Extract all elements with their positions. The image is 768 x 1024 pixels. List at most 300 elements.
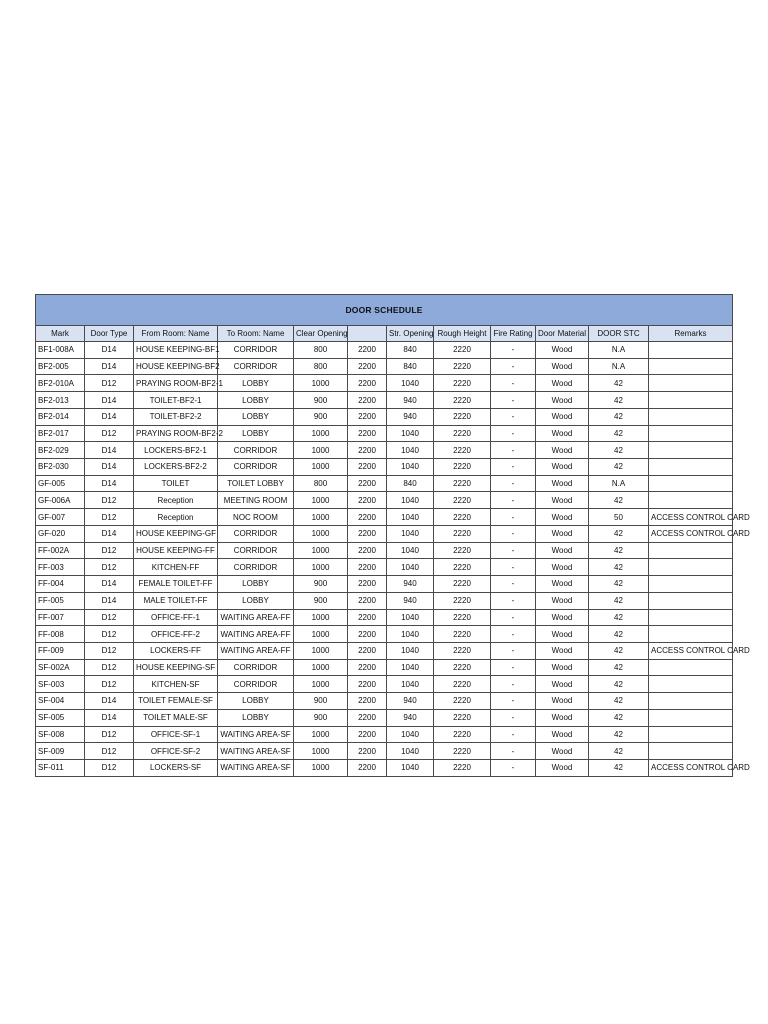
table-cell: - [491,709,536,726]
table-cell: - [491,676,536,693]
table-cell: GF-006A [36,492,85,509]
column-header: Rough Height [434,326,491,342]
table-cell [649,559,733,576]
table-cell [649,358,733,375]
table-cell [649,408,733,425]
table-cell: 42 [589,709,649,726]
table-cell: OFFICE-SF-2 [134,743,218,760]
table-cell: GF-007 [36,509,85,526]
table-cell: D12 [85,542,134,559]
column-header: Door Type [85,326,134,342]
table-cell: Wood [536,726,589,743]
table-cell: 2220 [434,642,491,659]
table-cell: Wood [536,576,589,593]
table-row [36,576,733,593]
table-row [36,408,733,425]
table-row [36,542,733,559]
table-cell: SF-003 [36,676,85,693]
table-row [36,642,733,659]
table-cell [649,693,733,710]
table-cell: - [491,726,536,743]
table-cell [649,709,733,726]
table-cell: 2220 [434,509,491,526]
table-cell: 2220 [434,425,491,442]
table-cell: - [491,542,536,559]
table-cell: 1000 [294,509,348,526]
table-cell: FF-008 [36,626,85,643]
table-cell: D14 [85,693,134,710]
table-cell: HOUSE KEEPING-SF [134,659,218,676]
table-cell [649,609,733,626]
table-cell: - [491,592,536,609]
table-cell: SF-004 [36,693,85,710]
table-cell: D12 [85,743,134,760]
table-cell: BF2-005 [36,358,85,375]
table-cell: 2200 [348,642,387,659]
table-cell: 42 [589,642,649,659]
table-cell: LOCKERS-SF [134,759,218,776]
table-cell: 800 [294,342,348,359]
table-cell: 1000 [294,442,348,459]
table-cell: WAITING AREA-FF [218,609,294,626]
table-cell: 42 [589,676,649,693]
table-cell: - [491,559,536,576]
table-cell: - [491,609,536,626]
table-cell: - [491,392,536,409]
table-cell [649,659,733,676]
column-header [348,326,387,342]
table-cell: 1040 [387,759,434,776]
table-cell: 2200 [348,542,387,559]
table-row [36,693,733,710]
table-cell [649,425,733,442]
table-cell: FF-002A [36,542,85,559]
table-cell [649,676,733,693]
table-cell: 2200 [348,626,387,643]
table-cell: LOBBY [218,576,294,593]
table-cell: 840 [387,358,434,375]
table-cell: Wood [536,693,589,710]
table-row [36,709,733,726]
table-cell: 1040 [387,743,434,760]
table-cell: GF-020 [36,525,85,542]
table-row [36,492,733,509]
table-cell: ACCESS CONTROL CARD [649,642,733,659]
table-cell: 2220 [434,375,491,392]
table-cell: 2220 [434,525,491,542]
table-cell: 42 [589,492,649,509]
table-cell: 1000 [294,743,348,760]
table-cell: Wood [536,626,589,643]
table-cell: 2200 [348,726,387,743]
table-cell: ACCESS CONTROL CARD [649,759,733,776]
table-cell [649,592,733,609]
table-cell: 42 [589,425,649,442]
table-cell: Wood [536,709,589,726]
column-header: Remarks [649,326,733,342]
table-cell: D14 [85,442,134,459]
column-header: Clear Opening [294,326,348,342]
table-cell: 2200 [348,392,387,409]
table-row [36,425,733,442]
table-cell: 42 [589,442,649,459]
table-cell: 42 [589,576,649,593]
table-cell: HOUSE KEEPING-GF [134,525,218,542]
table-cell: Wood [536,408,589,425]
table-row [36,759,733,776]
table-cell: - [491,358,536,375]
table-cell: - [491,626,536,643]
table-cell: FF-005 [36,592,85,609]
table-cell: 2220 [434,626,491,643]
table-cell: 1000 [294,626,348,643]
table-cell: FEMALE TOILET-FF [134,576,218,593]
table-row [36,375,733,392]
table-cell: HOUSE KEEPING-BF1 [134,342,218,359]
table-cell: Wood [536,392,589,409]
table-cell: 2200 [348,609,387,626]
table-cell: LOCKERS-BF2-2 [134,459,218,476]
table-cell: N.A [589,475,649,492]
table-cell: TOILET MALE-SF [134,709,218,726]
table-cell: - [491,576,536,593]
table-cell: NOC ROOM [218,509,294,526]
table-cell: 2220 [434,676,491,693]
table-cell: Wood [536,559,589,576]
table-cell: PRAYING ROOM-BF2-1 [134,375,218,392]
table-cell: 2200 [348,342,387,359]
table-cell: MALE TOILET-FF [134,592,218,609]
table-cell: D14 [85,342,134,359]
table-cell: CORRIDOR [218,559,294,576]
table-cell: D12 [85,492,134,509]
table-cell: WAITING AREA-SF [218,726,294,743]
table-cell: SF-008 [36,726,85,743]
table-cell: 1040 [387,609,434,626]
table-cell: 2200 [348,559,387,576]
table-cell: 2200 [348,358,387,375]
table-cell: 940 [387,709,434,726]
table-cell: - [491,509,536,526]
table-cell: D14 [85,358,134,375]
table-cell: FF-003 [36,559,85,576]
table-cell: 2220 [434,459,491,476]
table-cell: 1000 [294,492,348,509]
table-cell: BF1-008A [36,342,85,359]
table-cell: 840 [387,475,434,492]
table-cell: TOILET [134,475,218,492]
table-cell: 1000 [294,659,348,676]
table-cell: FF-004 [36,576,85,593]
table-cell: N.A [589,342,649,359]
table-row [36,609,733,626]
table-cell: 2220 [434,342,491,359]
table-cell [649,459,733,476]
table-cell: 940 [387,392,434,409]
table-cell: - [491,759,536,776]
table-cell: 42 [589,542,649,559]
table-cell: - [491,642,536,659]
table-cell: N.A [589,358,649,375]
table-cell: Wood [536,542,589,559]
table-cell: D12 [85,726,134,743]
table-cell: D14 [85,392,134,409]
table-cell: D14 [85,475,134,492]
table-cell: 42 [589,743,649,760]
table-cell: CORRIDOR [218,676,294,693]
table-cell: - [491,525,536,542]
table-cell: 2200 [348,425,387,442]
table-row [36,342,733,359]
table-cell: 2220 [434,592,491,609]
table-row [36,358,733,375]
table-cell: OFFICE-FF-2 [134,626,218,643]
table-cell: 1040 [387,726,434,743]
table-row [36,475,733,492]
table-row [36,525,733,542]
table-cell: 2200 [348,743,387,760]
table-cell: BF2-029 [36,442,85,459]
table-cell: 940 [387,693,434,710]
table-cell: BF2-010A [36,375,85,392]
table-cell: 2220 [434,358,491,375]
table-cell: LOBBY [218,392,294,409]
table-cell: 940 [387,592,434,609]
table-row [36,592,733,609]
table-cell: BF2-030 [36,459,85,476]
table-cell: Wood [536,759,589,776]
table-cell: PRAYING ROOM-BF2-2 [134,425,218,442]
table-cell: D14 [85,459,134,476]
table-cell: 800 [294,475,348,492]
table-row [36,659,733,676]
table-cell: 2200 [348,475,387,492]
table-cell: - [491,425,536,442]
table-cell: 42 [589,626,649,643]
table-cell: 900 [294,408,348,425]
table-cell: D14 [85,592,134,609]
table-cell: Wood [536,609,589,626]
table-cell: CORRIDOR [218,442,294,459]
table-cell: 2200 [348,659,387,676]
table-row [36,676,733,693]
table-cell: CORRIDOR [218,525,294,542]
table-cell: GF-005 [36,475,85,492]
table-cell: WAITING AREA-FF [218,642,294,659]
door-schedule-table [35,294,750,777]
table-cell: 1000 [294,642,348,659]
table-cell: 42 [589,459,649,476]
table-cell: 900 [294,576,348,593]
table-cell: Wood [536,442,589,459]
table-cell: - [491,459,536,476]
table-cell: LOBBY [218,709,294,726]
table-row [36,392,733,409]
table-cell: 2220 [434,709,491,726]
table-cell [649,342,733,359]
table-cell: 940 [387,576,434,593]
table-row [36,743,733,760]
table-cell: KITCHEN-FF [134,559,218,576]
table-cell: D12 [85,375,134,392]
table-cell: LOBBY [218,375,294,392]
table-cell: - [491,659,536,676]
table-cell: Wood [536,375,589,392]
table-cell: 2200 [348,759,387,776]
table-cell: BF2-013 [36,392,85,409]
table-cell: 2200 [348,676,387,693]
column-header: Str. Opening [387,326,434,342]
column-header: DOOR STC [589,326,649,342]
table-cell: - [491,743,536,760]
table-row [36,559,733,576]
table-cell: - [491,492,536,509]
table-cell: Wood [536,509,589,526]
table-cell: 2220 [434,392,491,409]
column-header-row [36,326,733,342]
table-cell: BF2-017 [36,425,85,442]
table-cell: 2200 [348,525,387,542]
table-cell [649,492,733,509]
table-cell: CORRIDOR [218,342,294,359]
column-header: To Room: Name [218,326,294,342]
table-cell: 1040 [387,509,434,526]
table-cell: HOUSE KEEPING-BF2 [134,358,218,375]
table-cell: WAITING AREA-FF [218,626,294,643]
table-cell: 1040 [387,676,434,693]
table-row [36,442,733,459]
table-cell: 1000 [294,559,348,576]
table-cell: OFFICE-SF-1 [134,726,218,743]
table-cell: - [491,342,536,359]
table-cell: Wood [536,425,589,442]
table-cell: LOBBY [218,693,294,710]
table-cell: 1000 [294,759,348,776]
table-cell: D12 [85,609,134,626]
table-cell: 1000 [294,676,348,693]
table-cell: 2200 [348,442,387,459]
table-cell: 2220 [434,726,491,743]
table-cell: 1000 [294,542,348,559]
table-cell: Wood [536,676,589,693]
table-cell: Wood [536,342,589,359]
table-cell: 42 [589,408,649,425]
table-cell: 1000 [294,425,348,442]
table-cell: 1040 [387,459,434,476]
table-cell: CORRIDOR [218,358,294,375]
table-cell: CORRIDOR [218,542,294,559]
table-cell: 2220 [434,576,491,593]
table-cell: 1040 [387,492,434,509]
table-cell: 2200 [348,709,387,726]
table-cell: 1040 [387,442,434,459]
table-cell: D12 [85,509,134,526]
table-cell: Wood [536,475,589,492]
table-cell: Reception [134,492,218,509]
table-cell: D14 [85,709,134,726]
table-cell [649,743,733,760]
table-cell [649,375,733,392]
table-cell [649,726,733,743]
table-row [36,726,733,743]
table-cell: CORRIDOR [218,459,294,476]
table-cell: 50 [589,509,649,526]
table-cell: WAITING AREA-SF [218,759,294,776]
table-cell [649,576,733,593]
table-cell: D14 [85,408,134,425]
table-cell: 1000 [294,459,348,476]
table-cell: 2220 [434,542,491,559]
table-cell: Wood [536,492,589,509]
table-cell: SF-011 [36,759,85,776]
table-cell: 42 [589,693,649,710]
table-cell: LOBBY [218,408,294,425]
table-cell: 1000 [294,726,348,743]
table-cell [649,442,733,459]
table-cell: 900 [294,592,348,609]
table-cell: 42 [589,525,649,542]
table-cell: 900 [294,392,348,409]
table-cell: SF-009 [36,743,85,760]
table-cell [649,392,733,409]
table-cell: 940 [387,408,434,425]
table-cell: 1000 [294,609,348,626]
table-body [36,342,750,777]
table-cell: CORRIDOR [218,659,294,676]
table-cell: Wood [536,642,589,659]
table-cell: D14 [85,525,134,542]
table-cell: 800 [294,358,348,375]
table-cell: Wood [536,459,589,476]
table-cell: 2200 [348,492,387,509]
table-cell: LOBBY [218,425,294,442]
table-cell: Wood [536,743,589,760]
table-cell: 2220 [434,693,491,710]
table-cell: Wood [536,592,589,609]
table-cell: 2200 [348,375,387,392]
column-header: From Room: Name [134,326,218,342]
table-cell: ACCESS CONTROL CARD [649,525,733,542]
table-row [36,626,733,643]
table-cell: 1040 [387,559,434,576]
table-cell: Reception [134,509,218,526]
table-cell: 2200 [348,459,387,476]
table-cell: Wood [536,358,589,375]
table-cell: D12 [85,676,134,693]
table-cell: 42 [589,392,649,409]
table-cell: D12 [85,759,134,776]
table-cell: SF-002A [36,659,85,676]
column-header: Door Material [536,326,589,342]
column-header: Fire Rating [491,326,536,342]
table-cell: 1040 [387,425,434,442]
table-cell: TOILET FEMALE-SF [134,693,218,710]
table-cell: 1040 [387,525,434,542]
table-cell: 900 [294,693,348,710]
table-cell: 1040 [387,642,434,659]
table-cell: Wood [536,659,589,676]
table-cell: 42 [589,592,649,609]
table-cell: 42 [589,726,649,743]
table-cell: 840 [387,342,434,359]
table-cell: TOILET LOBBY [218,475,294,492]
table-cell: ACCESS CONTROL CARD [649,509,733,526]
table-cell: WAITING AREA-SF [218,743,294,760]
table-cell: LOCKERS-BF2-1 [134,442,218,459]
table-cell: 2220 [434,408,491,425]
table-cell: 42 [589,559,649,576]
table-cell: LOCKERS-FF [134,642,218,659]
